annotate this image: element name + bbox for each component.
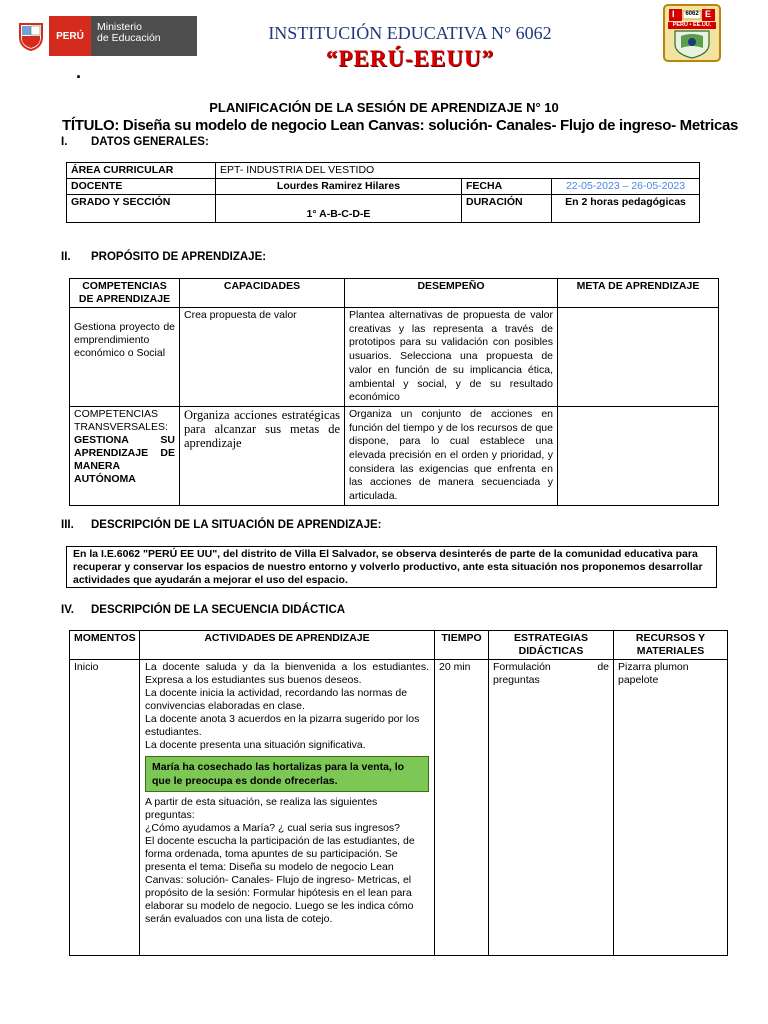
section-2-heading [61,251,266,263]
seq-header-actividades: ACTIVIDADES DE APRENDIZAJE [140,631,435,660]
sequence-table [69,630,728,956]
crest-number: 6062 [685,11,699,17]
session-subtitle [62,117,738,134]
duracion-value: En 2 horas pedagógicas [552,195,700,223]
section-4-label: DESCRIPCIÓN DE LA SECUENCIA DIDÁCTICA [91,604,346,616]
situation-highlight: María ha cosechado las hortalizas para la venta, lo que le preocupa es donde ofrecerlas. [145,756,429,792]
session-title: PLANIFICACIÓN DE LA SESIÓN DE APRENDIZAJE N° 10 [209,100,559,115]
docente-label: DOCENTE [67,179,216,195]
section-2-label: PROPÓSITO DE APRENDIZAJE: [91,251,267,263]
section-2-number: II. [61,251,71,263]
seq-act-4: La docente presenta una situación significativa. [145,739,366,751]
school-crest-icon [663,4,721,62]
purpose-table [69,278,719,506]
situation-box: En la I.E.6062 "PERÚ EE UU", del distrito de Villa El Salvador, se observa desinterés de parte de la comunidad educativa para recuperar y conservar los espacios de nuestro entorno y volverlo productivo, ante esta situación nos proponemos desarrollar actividades que ayudarán a mejorar el uso del espacio. [66,546,717,588]
section-3-number: III. [61,519,74,531]
row2-competencia-bold: GESTIONA SU APRENDIZAJE DE MANERA AUTÓNOMA [74,433,175,485]
section-1-label: DATOS GENERALES: [91,136,209,148]
logo-ministerio-line2: de Educación [97,32,161,44]
minedu-logo [13,16,197,56]
seq-recursos [614,660,728,956]
row2-capacidad: Organiza acciones estratégicas para alcanzar sus metas de aprendizaje [180,406,345,505]
grado-value: 1° A-B-C-D-E [216,195,462,223]
seq-momento: Inicio [70,660,140,956]
titulo-label: TÍTULO: [62,117,120,134]
logo-ministerio-line1: Ministerio [97,21,142,33]
institution-name: “PERÚ-EEUU” [325,46,495,71]
area-value: EPT- INDUSTRIA DEL VESTIDO [216,163,700,179]
purpose-header-meta: META DE APRENDIZAJE [558,279,719,308]
seq-actividades [140,660,435,956]
seq-act-2: La docente inicia la actividad, recordando las normas de convivencias elaboradas en clase. [145,687,408,712]
crest-text: PERU • EE.UU. [672,22,712,28]
titulo-text: Diseña su modelo de negocio Lean Canvas: solución- Canales- Flujo de ingreso- Metricas [119,117,739,134]
seq-act-7: El docente escucha la participación de las estudiantes, de forma ordenada, toma apuntes de su participación. Se presenta el tema: Diseña su modelo de negocio Lean Canvas: solución- Canales- Flujo de ingreso- Metricas, el propósito de la sesión: Formular hipótesis en el lean para elaborar su modelo de negocio. Luego se les indica cómo serán evaluados con una lista de cotejo. [145,835,415,925]
seq-header-tiempo: TIEMPO [435,631,489,660]
row2-competencia [70,406,180,505]
section-1-number: I. [61,136,68,148]
seq-recurso-1: Pizarra plumon [618,661,689,673]
row2-competencia-top: COMPETENCIAS TRANSVERSALES: [74,407,168,433]
row1-capacidad: Crea propuesta de valor [180,308,345,407]
logo-ministerio-label [91,16,197,56]
seq-header-estrategias: ESTRATEGIAS DIDÁCTICAS [489,631,614,660]
purpose-header-competencias: COMPETENCIAS DE APRENDIZAJE [70,279,180,308]
section-4-heading [61,604,345,616]
section-1-heading [61,136,209,148]
seq-tiempo: 20 min [435,660,489,956]
grado-label: GRADO Y SECCIÓN [67,195,216,223]
seq-act-1: La docente saluda y da la bienvenida a los estudiantes. Expresa a los estudiantes sus buenos deseos. [145,661,429,686]
purpose-header-capacidades: CAPACIDADES [180,279,345,308]
fecha-label: FECHA [462,179,552,195]
seq-estrategia: Formulación de preguntas [489,660,614,956]
area-label: ÁREA CURRICULAR [67,163,216,179]
seq-header-recursos: RECURSOS Y MATERIALES [614,631,728,660]
stray-dot: . [76,62,82,82]
docente-value: Lourdes Ramirez Hilares [216,179,462,195]
section-4-number: IV. [61,604,75,616]
institution-title: INSTITUCIÓN EDUCATIVA N° 6062 [268,23,552,43]
seq-act-5: A partir de esta situación, se realiza las siguientes preguntas: [145,796,378,821]
crest-letter-e: E [705,9,712,19]
section-3-label: DESCRIPCIÓN DE LA SITUACIÓN DE APRENDIZAJE: [91,519,382,531]
peru-shield-icon [13,16,49,56]
row1-desempeno: Plantea alternativas de propuesta de valor creativas y las representa a través de prototipos para su validación con posibles usuarios. Selecciona una propuesta de valor en función de su implicancia ética, ambiental y social, y de su resultado económico [345,308,558,407]
purpose-header-desempeno: DESEMPEÑO [345,279,558,308]
fecha-value: 22-05-2023 – 26-05-2023 [552,179,700,195]
seq-act-3: La docente anota 3 acuerdos en la pizarra sugerido por los estudiantes. [145,713,420,738]
duracion-label: DURACIÓN [462,195,552,223]
row1-competencia: Gestiona proyecto de emprendimiento económico o Social [70,308,180,407]
row2-desempeno: Organiza un conjunto de acciones en función del tiempo y de los recursos de que dispone, para lo cual establece una elevada precisión en el orden y prioridad, y considera las exigencias que enfrenta en las acciones de manera secuenciada y articulada. [345,406,558,505]
section-3-heading [61,519,382,531]
crest-letter-i: I [672,9,675,19]
general-data-table [66,162,700,223]
seq-recurso-2: papelote [618,674,659,686]
row1-meta [558,308,719,407]
seq-header-momentos: MOMENTOS [70,631,140,660]
row2-meta [558,406,719,505]
logo-peru-label: PERÚ [49,16,91,56]
seq-act-6: ¿Cómo ayudamos a María? ¿ cual seria sus ingresos? [145,822,401,834]
